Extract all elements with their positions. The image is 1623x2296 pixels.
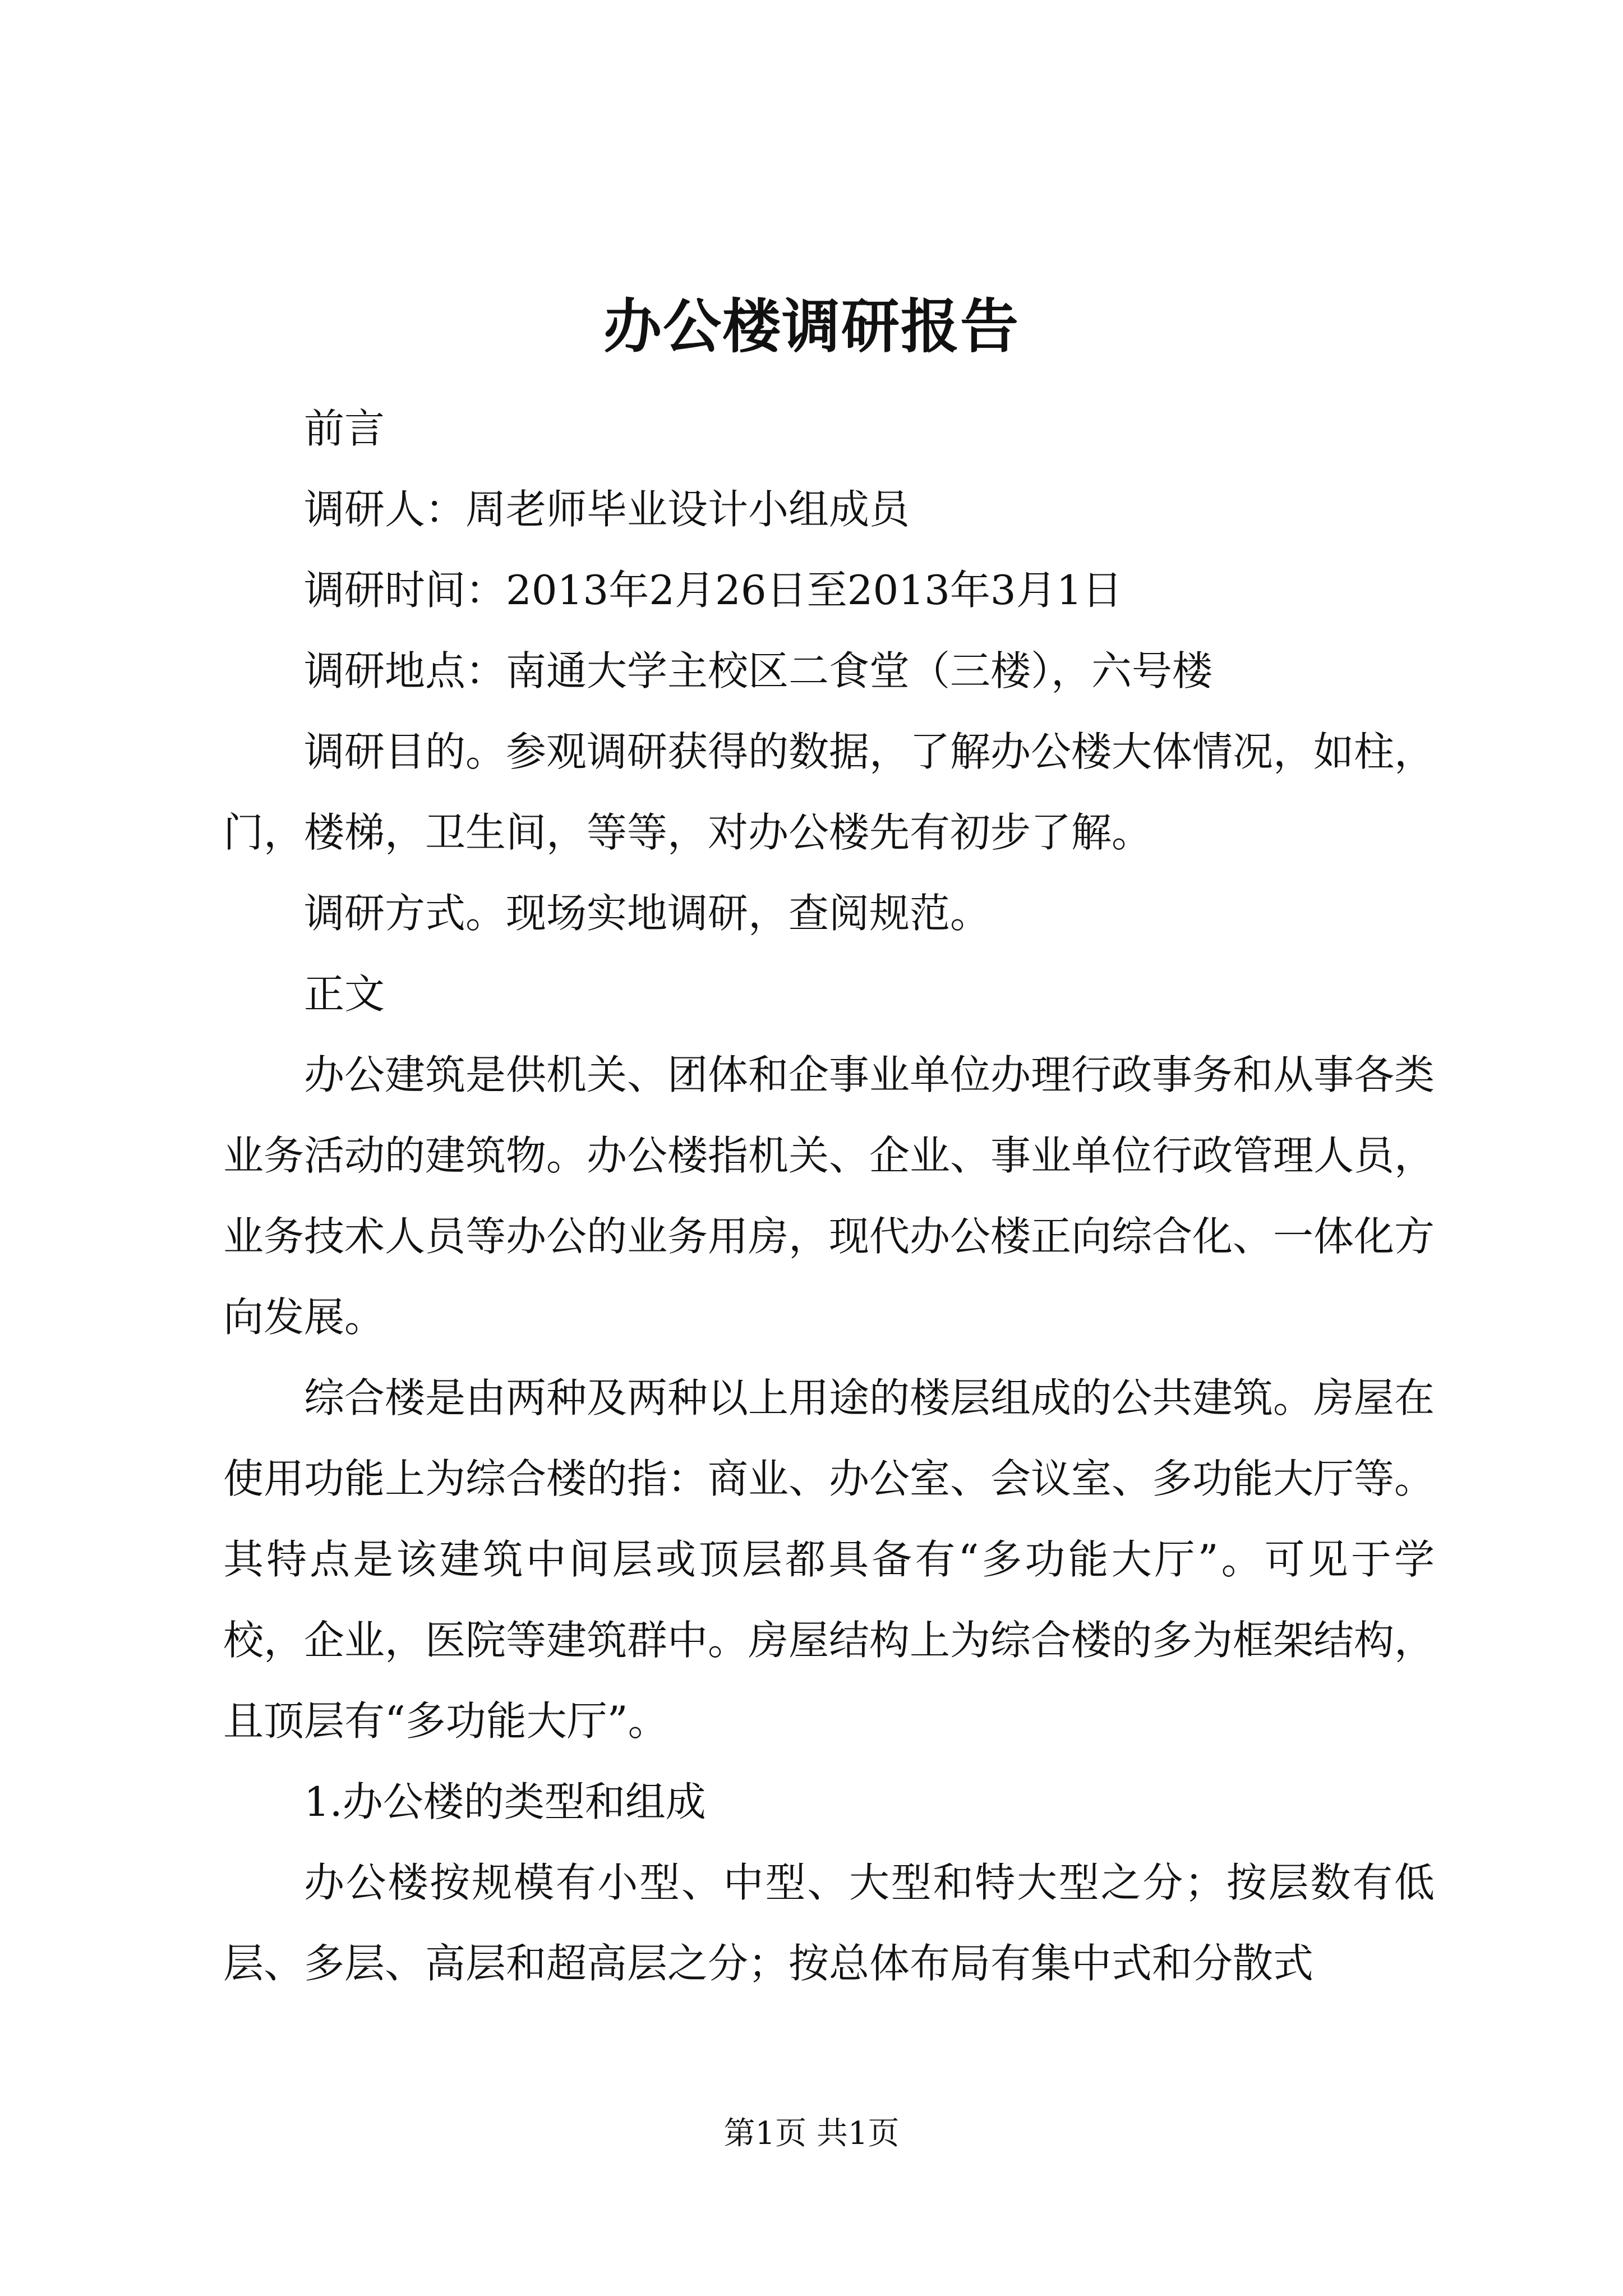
paragraph-research-time: 调研时间：2013年2月26日至2013年3月1日 — [304, 567, 1123, 614]
document-title: 办公楼调研报告 — [603, 292, 1020, 361]
paragraph-office-building-definition: 办公建筑是供机关、团体和企事业单位办理行政事务和从事各类业务活动的建筑物。办公楼指机关、企业、事业单位行政管理人员，业务技术人员等办公的业务用房，现代办公楼正向综合化、一体化方向发展。 — [223, 1051, 1435, 1341]
page-footer: 第1页 共1页 — [723, 2115, 900, 2152]
paragraph-research-location: 调研地点：南通大学主校区二食堂（三楼），六号楼 — [304, 647, 1213, 694]
paragraph-building-types: 办公楼按规模有小型、中型、大型和特大型之分；按层数有低层、多层、高层和超高层之分；按总体布局有集中式和分散式 — [223, 1859, 1435, 1987]
paragraph-body-heading: 正文 — [304, 970, 385, 1018]
document-body — [223, 388, 1435, 2004]
section-heading-types: 1.办公楼的类型和组成 — [304, 1778, 706, 1825]
paragraph-complex-building-definition: 综合楼是由两种及两种以上用途的楼层组成的公共建筑。房屋在使用功能上为综合楼的指：商业、办公室、会议室、多功能大厅等。其特点是该建筑中间层或顶层都具备有“多功能大厅”。可见于学校，企业，医院等建筑群中。房屋结构上为综合楼的多为框架结构，且顶层有“多功能大厅”。 — [223, 1374, 1435, 1745]
paragraph-research-method: 调研方式。现场实地调研，查阅规范。 — [304, 890, 991, 937]
paragraph-preface-heading: 前言 — [304, 405, 385, 452]
paragraph-researchers: 调研人：周老师毕业设计小组成员 — [304, 486, 910, 533]
paragraph-research-purpose: 调研目的。参观调研获得的数据，了解办公楼大体情况，如柱，门，楼梯，卫生间，等等，对办公楼先有初步了解。 — [223, 728, 1435, 856]
